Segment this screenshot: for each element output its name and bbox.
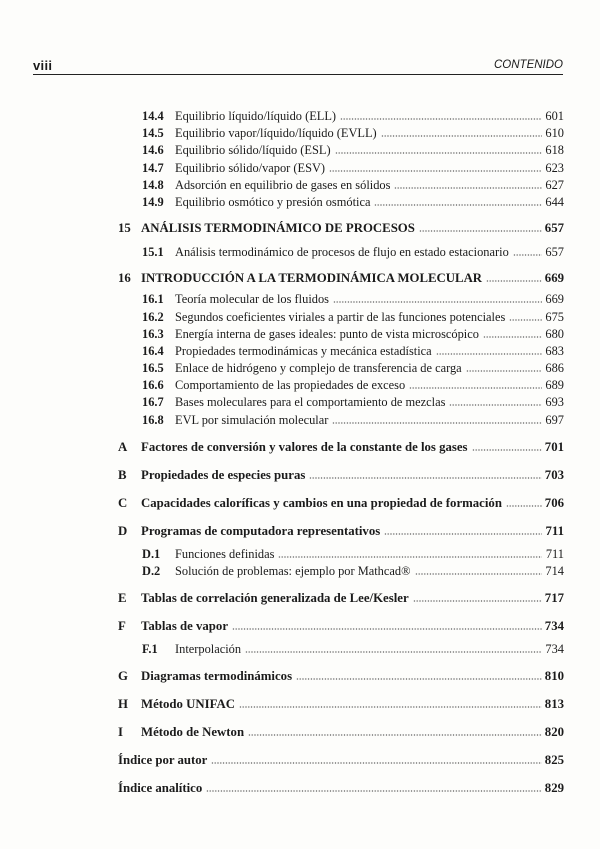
leader-dots [333, 293, 542, 303]
toc-appendix-d [118, 524, 564, 542]
leader-dots [394, 179, 542, 189]
leader-dots [419, 222, 542, 232]
appendix-letter: A [118, 439, 128, 454]
leader-dots [232, 620, 542, 630]
entry-page: 669 [545, 292, 564, 307]
leader-dots [374, 196, 542, 206]
leader-dots [206, 782, 542, 792]
leader-dots [472, 441, 542, 451]
leader-dots [486, 272, 542, 282]
appendix-title: Tablas de correlación generalizada de Lee/Kesler [141, 591, 409, 606]
appendix-letter: E [118, 591, 127, 606]
toc-entry-16-1 [118, 292, 564, 309]
leader-dots [513, 246, 542, 256]
toc-entry-15-1 [118, 245, 564, 262]
chapter-number: 16 [118, 271, 131, 286]
entry-number: 16.2 [142, 309, 164, 324]
toc-entry-16-3 [118, 327, 564, 344]
index-page: 825 [544, 753, 564, 768]
page-header [33, 58, 563, 74]
appendix-page: 717 [544, 591, 564, 606]
entry-page: 618 [545, 143, 564, 158]
entry-title: Teoría molecular de los fluidos [175, 292, 329, 307]
leader-dots [413, 592, 542, 602]
entry-number: 14.7 [142, 160, 164, 175]
toc-entry-16-2 [118, 310, 564, 327]
entry-number: F.1 [142, 642, 158, 657]
table-of-contents [118, 109, 564, 799]
appendix-letter: I [118, 725, 123, 740]
entry-title: Análisis termodinámico de procesos de flujo en estado estacionario [175, 245, 509, 260]
toc-entry-16-4 [118, 344, 564, 361]
chapter-number: 15 [118, 221, 131, 236]
toc-entry-16-6 [118, 378, 564, 395]
toc-entry-16-5 [118, 361, 564, 378]
entry-page: 693 [545, 395, 564, 410]
toc-entry-16-8 [118, 413, 564, 430]
leader-dots [466, 362, 542, 372]
appendix-letter: H [118, 697, 128, 712]
entry-number: 15.1 [142, 245, 164, 260]
entry-number: D.1 [142, 546, 161, 561]
appendix-page: 703 [544, 467, 564, 482]
entry-number: 16.7 [142, 395, 164, 410]
index-page: 829 [544, 781, 564, 796]
entry-page: 683 [545, 343, 564, 358]
toc-entry-f-1 [118, 642, 564, 659]
toc-entry-14-4 [118, 109, 564, 126]
appendix-letter: D [118, 523, 128, 538]
leader-dots [245, 643, 542, 653]
leader-dots [449, 396, 542, 406]
appendix-title: Programas de computadora representativos [141, 523, 381, 538]
appendix-page: 810 [544, 669, 564, 684]
header-rule [33, 74, 563, 75]
entry-page: 627 [545, 177, 564, 192]
entry-title: Equilibrio vapor/líquido/líquido (EVLL) [175, 126, 377, 141]
entry-page: 610 [545, 126, 564, 141]
toc-index-author [118, 753, 564, 771]
leader-dots [436, 345, 542, 355]
toc-chapter-15 [118, 221, 564, 239]
appendix-page: 711 [545, 523, 564, 538]
index-title: Índice por autor [118, 753, 208, 768]
leader-dots [211, 754, 542, 764]
toc-entry-d-1 [118, 547, 564, 564]
chapter-page: 657 [544, 221, 564, 236]
entry-number: 16.6 [142, 378, 164, 393]
appendix-letter: F [118, 619, 126, 634]
entry-page: 657 [545, 245, 564, 260]
appendix-page: 813 [544, 697, 564, 712]
entry-title: Funciones definidas [175, 546, 275, 561]
toc-index-subject [118, 781, 564, 799]
chapter-title: INTRODUCCIÓN A LA TERMODINÁMICA MOLECULAR [141, 271, 483, 286]
leader-dots [340, 110, 542, 120]
entry-number: 16.4 [142, 343, 164, 358]
toc-entry-14-8 [118, 178, 564, 195]
entry-title: Equilibrio sólido/vapor (ESV) [175, 160, 326, 175]
entry-title: Propiedades termodinámicas y mecánica estadística [175, 343, 432, 358]
appendix-title: Diagramas termodinámicos [141, 669, 293, 684]
toc-entry-14-5 [118, 126, 564, 143]
entry-title: Adsorción en equilibrio de gases en sólidos [175, 177, 391, 192]
entry-page: 680 [545, 326, 564, 341]
toc-chapter-16 [118, 271, 564, 289]
leader-dots [296, 670, 542, 680]
entry-title: Enlace de hidrógeno y complejo de transferencia de carga [175, 361, 462, 376]
entry-page: 623 [545, 160, 564, 175]
toc-appendix-e [118, 591, 564, 609]
appendix-letter: B [118, 467, 127, 482]
entry-page: 689 [545, 378, 564, 393]
appendix-title: Factores de conversión y valores de la constante de los gases [141, 439, 468, 454]
leader-dots [329, 162, 542, 172]
page-number: viii [33, 58, 53, 73]
appendix-page: 820 [544, 725, 564, 740]
toc-entry-14-9 [118, 195, 564, 212]
toc-entry-14-7 [118, 161, 564, 178]
entry-page: 697 [545, 412, 564, 427]
entry-title: Equilibrio sólido/líquido (ESL) [175, 143, 331, 158]
toc-appendix-f [118, 619, 564, 637]
leader-dots [332, 414, 542, 424]
toc-entry-d-2 [118, 564, 564, 581]
leader-dots [278, 548, 542, 558]
entry-page: 714 [545, 564, 564, 578]
entry-number: 14.4 [142, 109, 164, 123]
appendix-page: 734 [544, 619, 564, 634]
entry-number: D.2 [142, 564, 161, 578]
toc-appendix-a [118, 440, 564, 458]
toc-appendix-i [118, 725, 564, 743]
leader-dots [409, 379, 542, 389]
leader-dots [506, 497, 542, 507]
appendix-title: Método de Newton [141, 725, 245, 740]
entry-title: Bases moleculares para el comportamiento de mezclas [175, 395, 446, 410]
leader-dots [309, 469, 542, 479]
entry-number: 14.8 [142, 177, 164, 192]
entry-page: 734 [545, 642, 564, 657]
appendix-title: Tablas de vapor [141, 619, 228, 634]
entry-number: 14.6 [142, 143, 164, 158]
running-head: CONTENIDO [494, 59, 563, 71]
entry-page: 686 [545, 361, 564, 376]
entry-number: 16.3 [142, 326, 164, 341]
entry-title: Segundos coeficientes viriales a partir de las funciones potenciales [175, 309, 506, 324]
appendix-letter: G [118, 669, 128, 684]
leader-dots [509, 311, 542, 321]
leader-dots [415, 565, 543, 575]
leader-dots [335, 144, 542, 154]
leader-dots [381, 127, 542, 137]
chapter-title: ANÁLISIS TERMODINÁMICO DE PROCESOS [141, 221, 415, 236]
entry-number: 16.1 [142, 292, 164, 307]
appendix-title: Propiedades de especies puras [141, 467, 306, 482]
entry-page: 711 [545, 546, 564, 561]
appendix-title: Método UNIFAC [141, 697, 235, 712]
appendix-page: 706 [544, 495, 564, 510]
entry-number: 14.9 [142, 194, 164, 209]
entry-title: Solución de problemas: ejemplo por Mathcad® [175, 564, 411, 578]
leader-dots [248, 726, 542, 736]
entry-page: 644 [545, 194, 564, 209]
toc-appendix-c [118, 496, 564, 514]
toc-entry-14-6 [118, 143, 564, 160]
appendix-page: 701 [544, 439, 564, 454]
entry-page: 675 [545, 309, 564, 324]
chapter-page: 669 [544, 271, 564, 286]
entry-title: Equilibrio líquido/líquido (ELL) [175, 109, 337, 123]
toc-appendix-g [118, 669, 564, 687]
entry-number: 16.5 [142, 361, 164, 376]
appendix-letter: C [118, 495, 128, 510]
leader-dots [239, 698, 542, 708]
entry-title: EVL por simulación molecular [175, 412, 329, 427]
toc-entry-16-7 [118, 395, 564, 412]
entry-page: 601 [545, 109, 564, 123]
toc-appendix-b [118, 468, 564, 486]
entry-number: 14.5 [142, 126, 164, 141]
entry-title: Energía interna de gases ideales: punto de vista microscópico [175, 326, 479, 341]
appendix-title: Capacidades caloríficas y cambios en una propiedad de formación [141, 495, 502, 510]
toc-appendix-h [118, 697, 564, 715]
entry-title: Interpolación [175, 642, 242, 657]
entry-title: Equilibrio osmótico y presión osmótica [175, 194, 371, 209]
leader-dots [483, 328, 542, 338]
entry-title: Comportamiento de las propiedades de exceso [175, 378, 406, 393]
index-title: Índice analítico [118, 781, 203, 796]
entry-number: 16.8 [142, 412, 164, 427]
leader-dots [384, 525, 542, 535]
